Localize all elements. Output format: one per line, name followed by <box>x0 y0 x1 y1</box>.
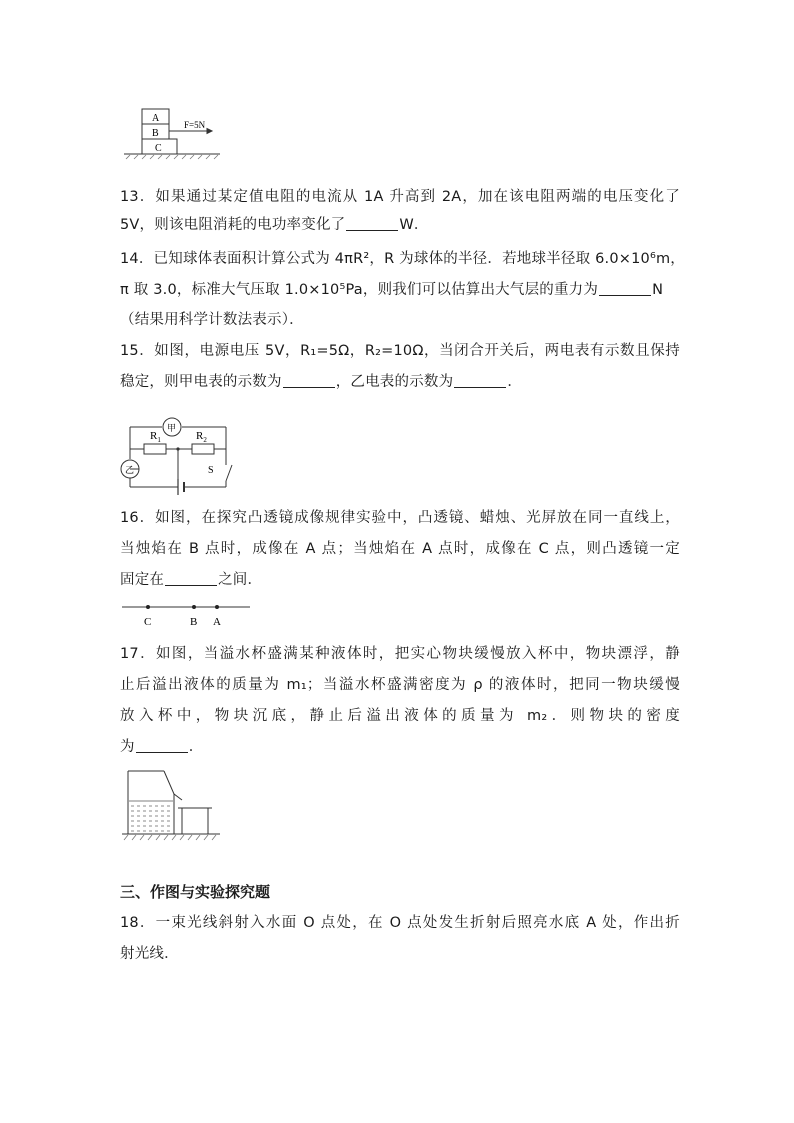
q15-line2-text: 稳定，则甲电表的示数为 <box>120 374 282 390</box>
r2-label: R <box>196 430 204 442</box>
q15-line1: 15．如图，电源电压 5V，R₁=5Ω，R₂=10Ω，当闭合开关后，两电表有示数且保持 <box>120 343 680 359</box>
q15-answer-blank-1[interactable] <box>283 373 335 388</box>
circuit-figure <box>120 407 244 497</box>
q14-line3: （结果用科学计数法表示）． <box>120 312 304 328</box>
resistor-r1 <box>144 444 166 454</box>
q16-line3 <box>120 570 680 590</box>
block-a-label: A <box>152 113 160 124</box>
q16-line3-end: 之间． <box>218 572 263 588</box>
switch-s <box>226 465 232 481</box>
point-c <box>146 605 150 609</box>
resistor-r2 <box>192 444 214 454</box>
q13-line1: 13．如果通过某定值电阻的电流从 1A 升高到 2A，加在该电阻两端的电压变化了 <box>120 189 680 205</box>
q16-line2: 当烛焰在 B 点时，成像在 A 点；当烛焰在 A 点时，成像在 C 点，则凸透镜一定 <box>120 541 680 557</box>
point-a-label: A <box>213 616 221 628</box>
point-b <box>192 605 196 609</box>
q13-line2-text: 5V，则该电阻消耗的电功率变化了 <box>120 217 346 233</box>
q15-answer-blank-2[interactable] <box>454 373 506 388</box>
q14-line2-unit: N <box>652 282 664 298</box>
q17-line2: 止后溢出液体的质量为 m₁；当溢水杯盛满密度为 ρ 的液体时，把同一物块缓慢 <box>120 677 680 693</box>
q17-line4-text: 为 <box>120 739 135 755</box>
point-c-label: C <box>144 616 152 628</box>
q17-line1: 17．如图，当溢水杯盛满某种液体时，把实心物块缓慢放入杯中，物块漂浮，静 <box>120 646 680 662</box>
q16-line1: 16．如图，在探究凸透镜成像规律实验中，凸透镜、蜡烛、光屏放在同一直线上， <box>120 510 680 526</box>
q18-line1: 18．一束光线斜射入水面 O 点处，在 O 点处发生折射后照亮水底 A 处，作出折 <box>120 915 680 931</box>
switch-label: S <box>208 465 214 476</box>
q16-line3-text: 固定在 <box>120 572 165 588</box>
overflow-cup-figure <box>120 768 224 842</box>
q14-line1: 14．已知球体表面积计算公式为 4πR²，R 为球体的半径．若地球半径取 6.0×10⁶m， <box>120 251 685 267</box>
spout <box>174 794 182 800</box>
svg-text:R2 <box>196 430 207 444</box>
q17-line4 <box>120 737 680 757</box>
point-a <box>215 605 219 609</box>
meter-jia-label: 甲 <box>167 423 177 433</box>
section-heading: 三、作图与实验探究题 <box>120 883 271 901</box>
r2-subscript: 2 <box>203 436 207 444</box>
r1-label: R <box>150 430 158 442</box>
q13-answer-blank[interactable] <box>346 216 398 231</box>
svg-text:R1 <box>150 430 161 444</box>
q15-line2-end: ． <box>507 374 523 390</box>
meter-yi-label: 乙 <box>125 465 135 475</box>
q14-answer-blank[interactable] <box>599 281 651 296</box>
point-b-label: B <box>190 616 198 628</box>
q17-line3: 放入杯中，物块沉底，静止后溢出液体的质量为 m₂．则物块的密度 <box>120 708 680 724</box>
q15-line2-mid: ，乙电表的示数为 <box>335 374 454 390</box>
r1-subscript: 1 <box>157 436 161 444</box>
block-c-label: C <box>155 143 162 154</box>
lens-axis-figure <box>120 599 252 629</box>
block-b-label: B <box>152 128 159 139</box>
q16-answer-blank[interactable] <box>165 571 217 586</box>
q17-line4-end: ． <box>188 739 204 755</box>
overflow-cup <box>128 771 174 834</box>
force-label: F=5N <box>184 120 206 130</box>
q13-line2-unit: W． <box>399 217 429 233</box>
q14-line2 <box>120 280 680 300</box>
beaker <box>182 808 208 834</box>
q15-line2 <box>120 372 680 392</box>
q17-answer-blank[interactable] <box>136 738 188 753</box>
stacked-blocks-figure <box>122 106 222 162</box>
q18-line2: 射光线． <box>120 946 179 962</box>
q14-line2-text: π 取 3.0，标准大气压取 1.0×10⁵Pa，则我们可以估算出大气层的重力为 <box>120 282 599 298</box>
q13-line2 <box>120 215 680 235</box>
